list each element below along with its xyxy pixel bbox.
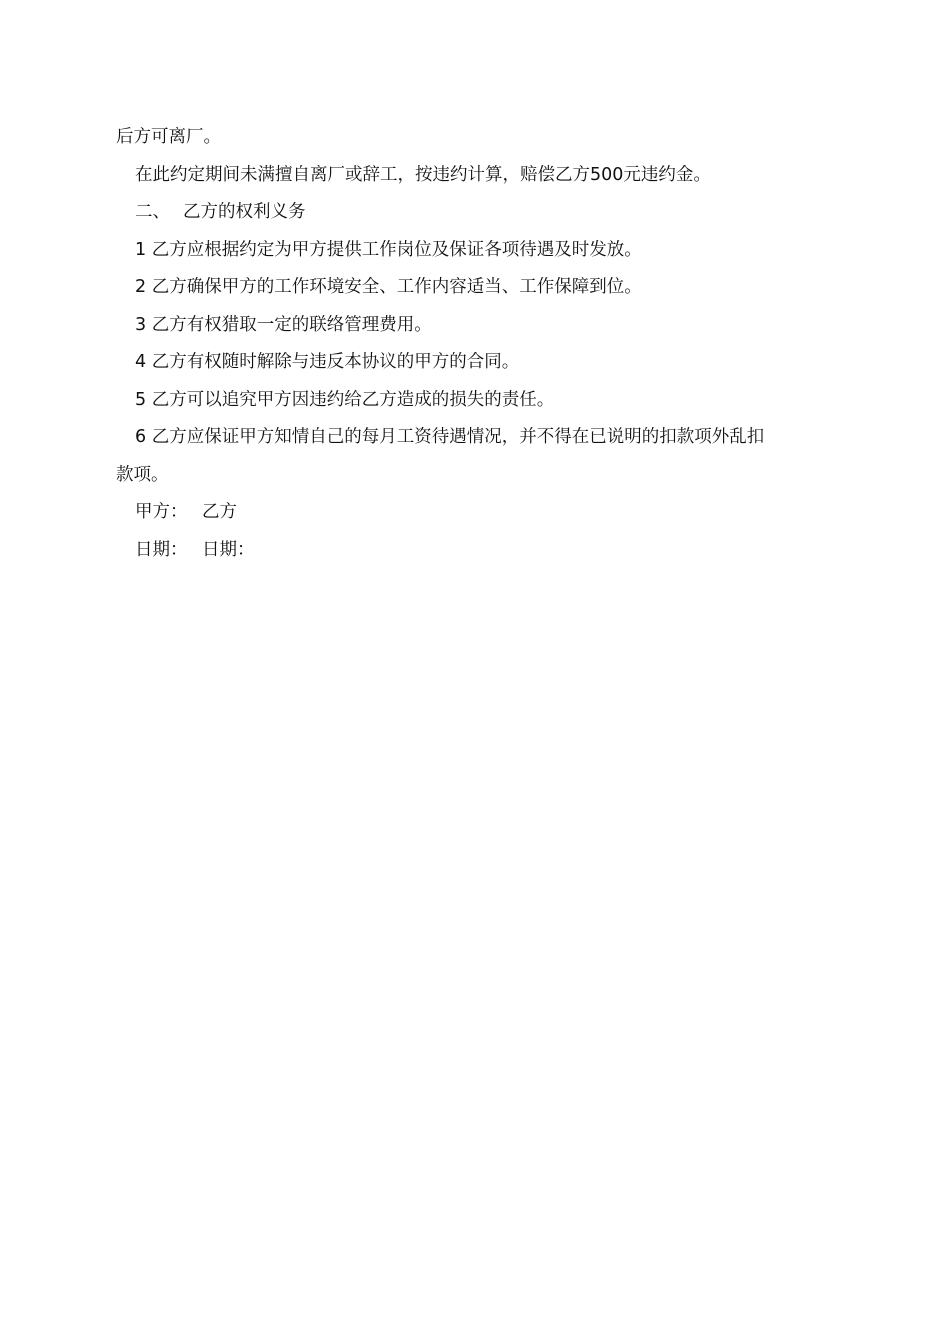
- list-item-2: 2 乙方确保甲方的工作环境安全、工作内容适当、工作保障到位。: [135, 277, 642, 297]
- section-two-heading: [116, 194, 838, 232]
- date-label-party-b: 日期：: [202, 539, 255, 560]
- party-b-label: 乙方: [202, 502, 237, 522]
- list-item-4: 4 乙方有权随时解除与违反本协议的甲方的合同。: [135, 352, 520, 372]
- section-two-title: 乙方的权利义务: [183, 202, 306, 222]
- list-item-6-line-1: 6 乙方应保证甲方知情自己的每月工资待遇情况，并不得在已说明的扣款项外乱扣: [135, 427, 765, 447]
- party-a-label: 甲方：: [135, 502, 188, 522]
- list-item-1: 1 乙方应根据约定为甲方提供工作岗位及保证各项待遇及时发放。: [135, 239, 642, 260]
- signature-parties: [116, 494, 838, 532]
- list-item-6-line-2: 款项。: [116, 464, 169, 485]
- section-two-number: 二、: [135, 202, 170, 222]
- paragraph-penalty: 在此约定期间未满擅自离厂或辞工，按违约计算，赔偿乙方500元违约金。: [135, 164, 711, 185]
- list-item-3: 3 乙方有权猎取一定的联络管理费用。: [135, 314, 432, 335]
- document-body: [116, 119, 838, 569]
- date-label-party-a: 日期：: [135, 539, 188, 560]
- paragraph-leave-factory: 后方可离厂。: [116, 127, 221, 147]
- signature-dates: [116, 532, 838, 570]
- list-item-5: 5 乙方可以追究甲方因违约给乙方造成的损失的责任。: [135, 389, 555, 410]
